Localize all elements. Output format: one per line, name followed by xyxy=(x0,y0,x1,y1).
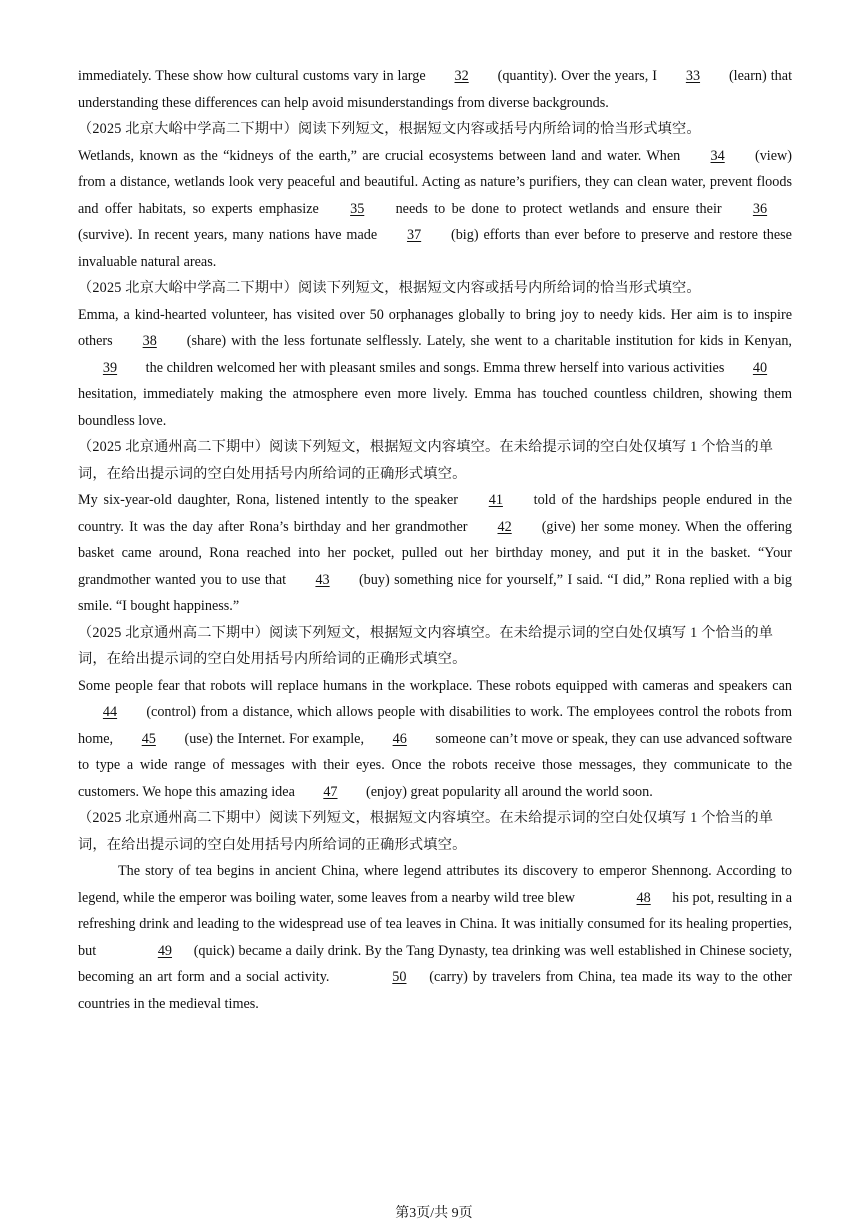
passage-text-segment: (give) her some money. When the offering basket came around, Rona reached into her pocket, pulled out her birthday money, and put it in the basket. “Your grandmother wanted you to use that xyxy=(78,518,792,588)
passage-text xyxy=(78,143,792,276)
passage-text-segment: (use) the Internet. For example, xyxy=(180,730,368,747)
passage-source-line: （2025 北京大峪中学高二下期中）阅读下列短文，根据短文内容或括号内所给词的恰当形式填空。 xyxy=(78,280,701,296)
blank-number-39[interactable]: 39 xyxy=(102,359,118,376)
passage-text-segment: the children welcomed her with pleasant smiles and songs. Emma threw herself into various activities xyxy=(142,359,728,376)
passage-text-segment: Some people fear that robots will replace humans in the workplace. These robots equipped with cameras and speakers can xyxy=(78,677,792,694)
passage-text-segment: (view) from a distance, wetlands look very peaceful and beautiful. Acting as nature’s purifiers, they can clean water, prevent floods and offer habitats, so experts emphasize xyxy=(78,147,792,217)
passage-source-line: （2025 北京通州高二下期中）阅读下列短文，根据短文内容填空。在未给提示词的空白处仅填写 1 个恰当的单词，在给出提示词的空白处用括号内所给词的正确形式填空。 xyxy=(78,439,774,482)
passage-text-segment: (quantity). Over the years, I xyxy=(493,68,661,84)
passage-text-segment: My six-year-old daughter, Rona, listened intently to the speaker xyxy=(78,492,464,508)
blank-number-37[interactable]: 37 xyxy=(406,227,422,243)
blank-number-40[interactable]: 40 xyxy=(752,359,768,376)
passage-source-line: （2025 北京通州高二下期中）阅读下列短文，根据短文内容填空。在未给提示词的空白处仅填写 1 个恰当的单词，在给出提示词的空白处用括号内所给词的正确形式填空。 xyxy=(78,624,774,667)
blank-number-43[interactable]: 43 xyxy=(315,571,330,588)
blank-number-49[interactable]: 49 xyxy=(157,942,173,959)
blank-number-48[interactable]: 48 xyxy=(636,889,651,906)
passage-text-segment: immediately. These show how cultural customs vary in large xyxy=(78,68,430,84)
passage-text-segment: (survive). In recent years, many nations have made xyxy=(78,227,383,243)
passage-text-segment: (control) from a distance, which allows people with disabilities to work. The employees control the robots from home, xyxy=(78,704,792,747)
blank-number-44[interactable]: 44 xyxy=(102,704,118,720)
passage-text xyxy=(78,63,792,116)
passage-text xyxy=(78,673,792,806)
page-footer: 第3页/共 9页 xyxy=(395,1206,473,1221)
passage-text-segment: needs to be done to protect wetlands and ensure their xyxy=(389,200,728,217)
blank-number-35[interactable]: 35 xyxy=(350,200,365,217)
blank-number-36[interactable]: 36 xyxy=(752,200,768,217)
passage-text xyxy=(78,302,792,435)
blank-number-33[interactable]: 33 xyxy=(685,68,701,84)
passage-text-segment: his pot, resulting in a refreshing drink and leading to the widespread use of tea leaves in China. It was initially consumed for its healing properties, but xyxy=(78,889,792,959)
passage-text xyxy=(78,487,792,620)
blank-number-42[interactable]: 42 xyxy=(497,518,512,535)
blank-number-50[interactable]: 50 xyxy=(392,969,407,985)
passage-text-segment: Wetlands, known as the “kidneys of the earth,” are crucial ecosystems between land and water. When xyxy=(78,147,686,164)
passage-text-segment: Emma, a kind-hearted volunteer, has visited over 50 orphanages globally to bring joy to needy kids. Her aim is to inspire others xyxy=(78,306,792,349)
blank-number-38[interactable]: 38 xyxy=(142,333,157,349)
passage-text-segment: (carry) by travelers from China, tea made its way to the other countries in the medieval times. xyxy=(78,969,792,1012)
passage-text-segment: (share) with the less fortunate selflessly. Lately, she went to a charitable institution for kids in Kenyan, xyxy=(181,333,792,349)
passage-text-segment: told of the hardships people endured in the country. It was the day after Rona’s birthday and her grandmother xyxy=(78,492,793,535)
passage-source-line: （2025 北京大峪中学高二下期中）阅读下列短文，根据短文内容或括号内所给词的恰当形式填空。 xyxy=(78,121,701,137)
blank-number-45[interactable]: 45 xyxy=(141,730,156,747)
passage-text-segment: (buy) something nice for yourself,” I said. “I did,” Rona replied with a big smile. “I bought happiness.” xyxy=(78,571,792,614)
passage-text-segment: someone can’t move or speak, they can use advanced software to type a wide range of messages with their eyes. Once the robots receive those messages, they communicate to the customers. We hope this amazing idea xyxy=(78,730,792,800)
passage-text-segment: The story of tea begins in ancient China, where legend attributes its discovery to emperor Shennong. According to legend, while the emperor was boiling water, some leaves from a nearby wild tree blew xyxy=(78,863,792,906)
blank-number-46[interactable]: 46 xyxy=(392,730,407,747)
passage-text xyxy=(78,858,792,1017)
passage-text-segment: (quick) became a daily drink. By the Tang Dynasty, tea drinking was well established in Chinese society, becoming an art form and a social activity. xyxy=(78,942,792,985)
passage-text-segment: (big) efforts than ever before to preserve and restore these invaluable natural areas. xyxy=(78,227,792,270)
blank-number-41[interactable]: 41 xyxy=(488,492,503,508)
blank-number-34[interactable]: 34 xyxy=(710,147,725,164)
document-page xyxy=(78,63,792,1017)
passage-text-segment: (enjoy) great popularity all around the world soon. xyxy=(362,783,653,800)
blank-number-47[interactable]: 47 xyxy=(323,783,338,800)
passage-text-segment: hesitation, immediately making the atmosphere even more lively. Emma has touched countless children, showing them boundless love. xyxy=(78,386,792,429)
passage-source-line: （2025 北京通州高二下期中）阅读下列短文，根据短文内容填空。在未给提示词的空白处仅填写 1 个恰当的单词，在给出提示词的空白处用括号内所给词的正确形式填空。 xyxy=(78,810,774,853)
passage-text-segment: (learn) that understanding these differences can help avoid misunderstandings from diverse backgrounds. xyxy=(78,68,793,111)
blank-number-32[interactable]: 32 xyxy=(454,68,469,84)
